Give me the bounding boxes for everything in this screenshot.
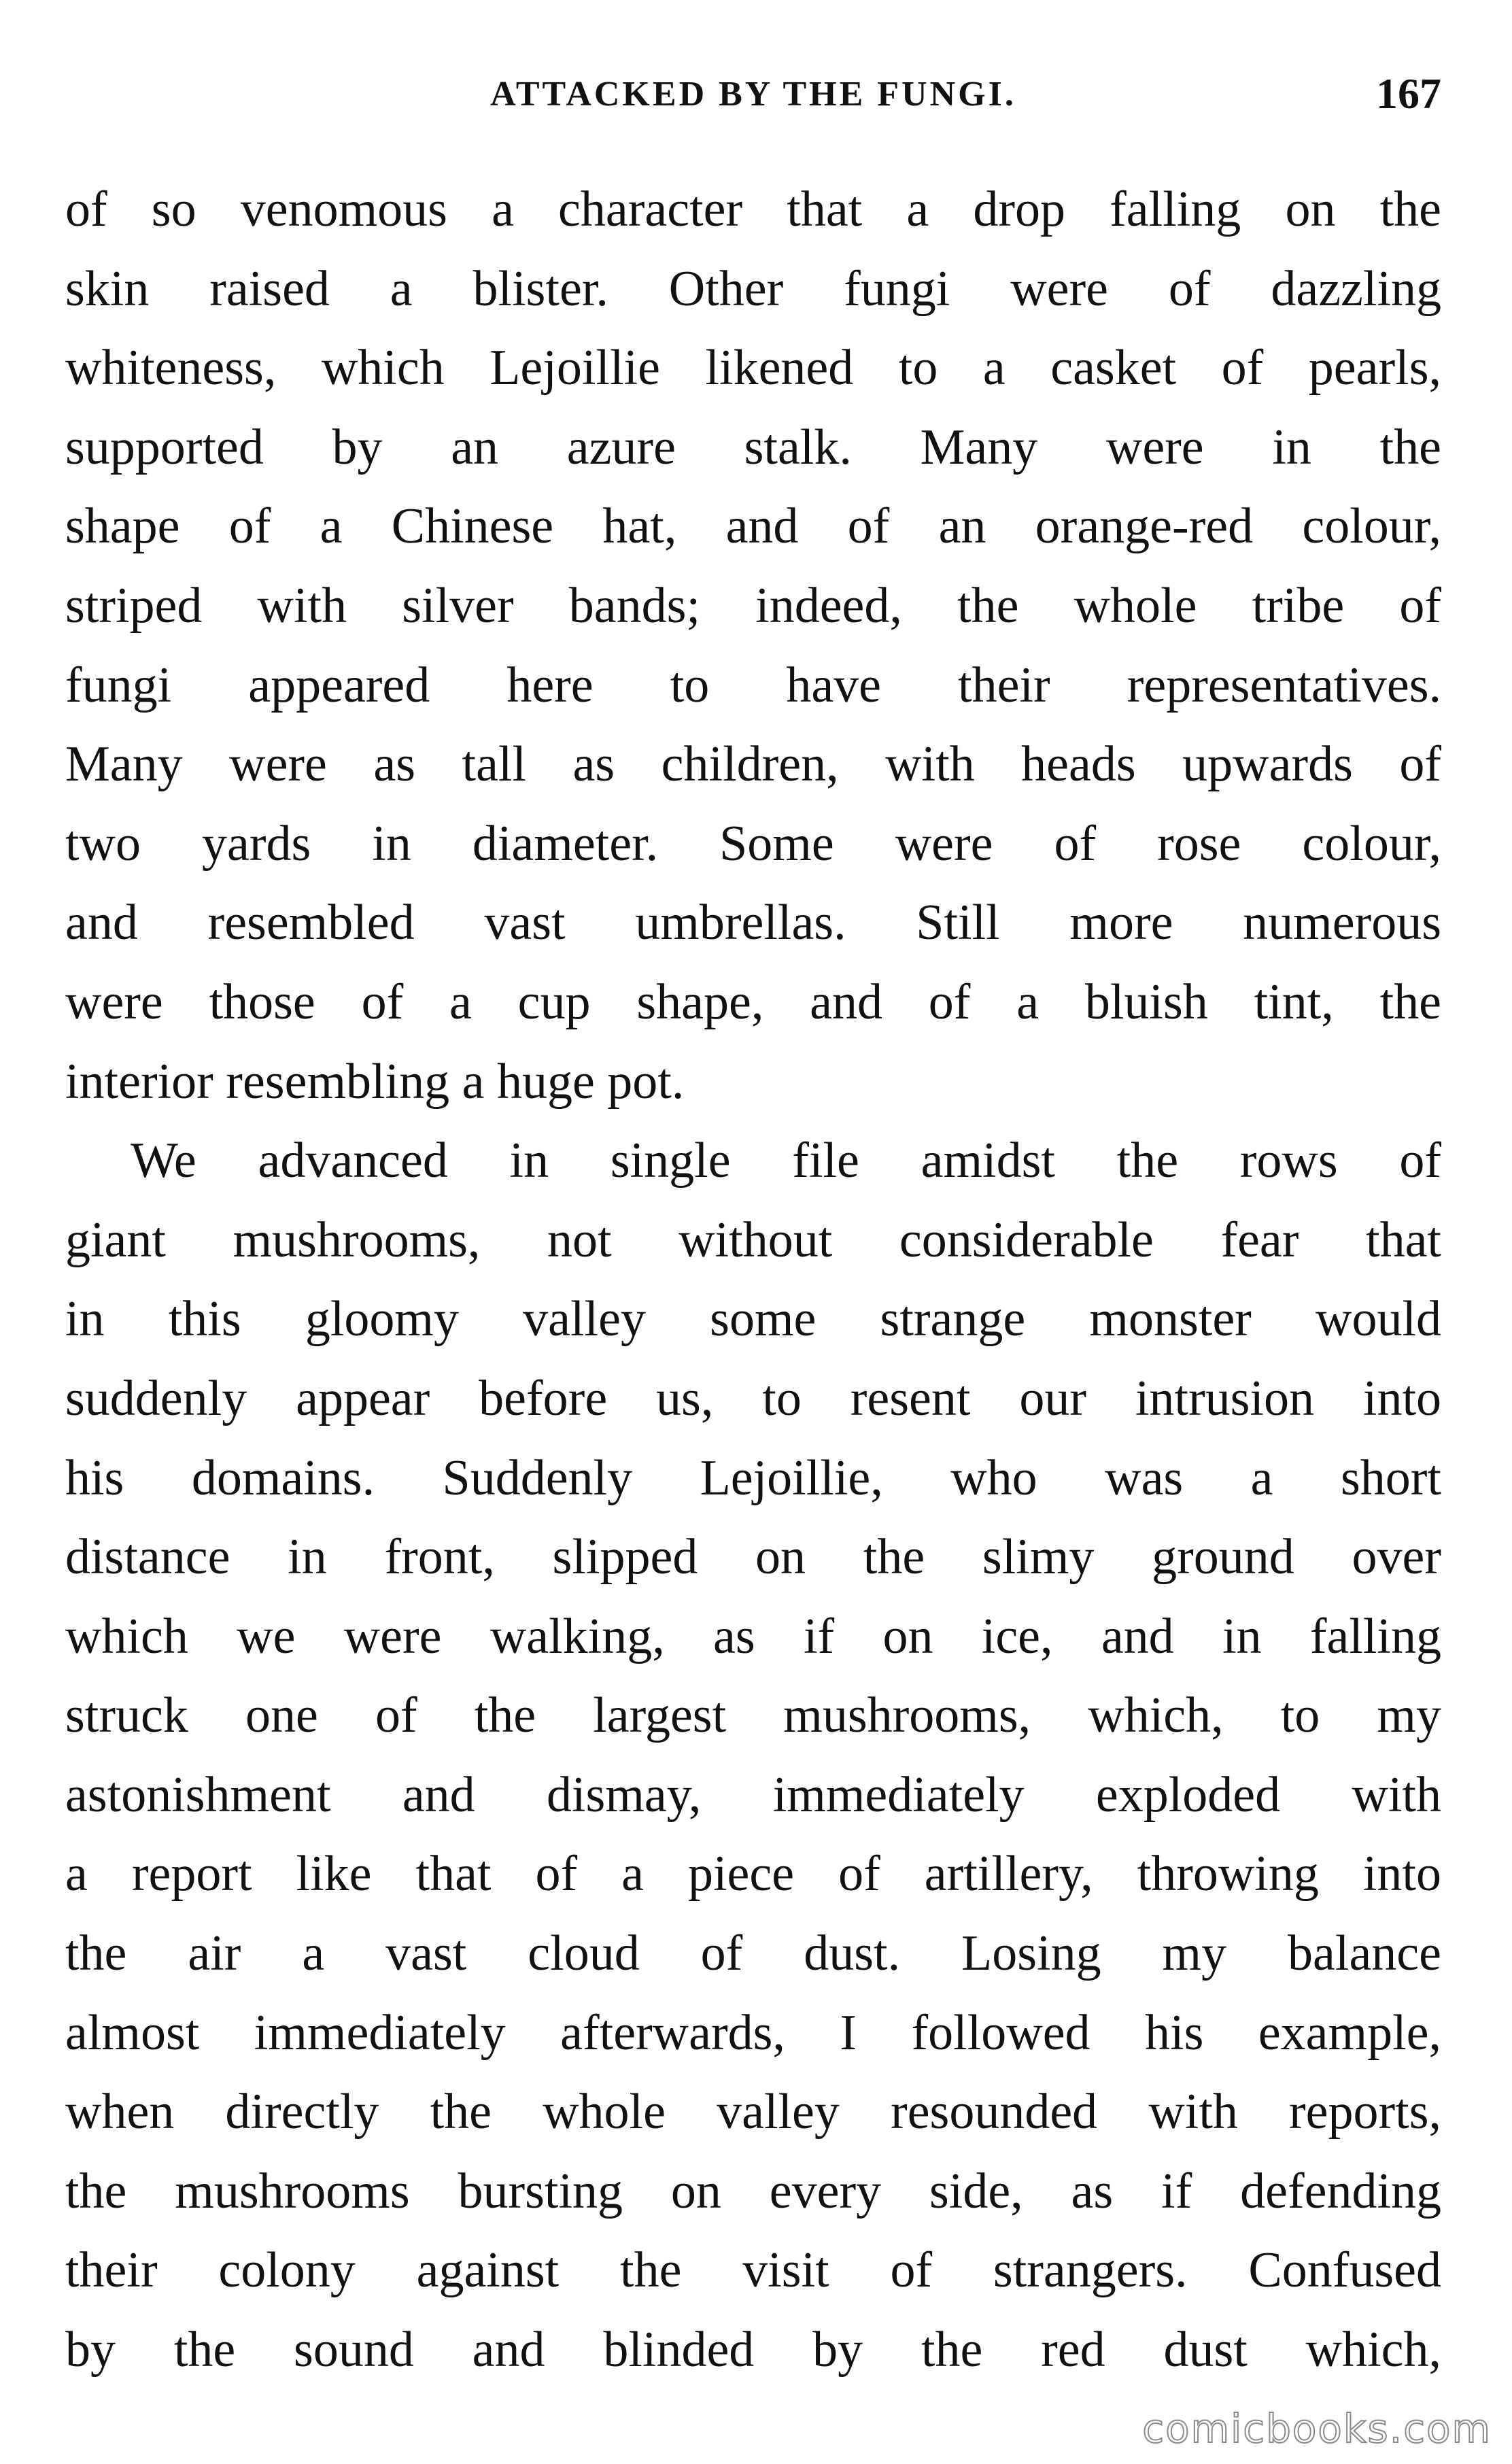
running-head xyxy=(65,65,1441,126)
text-line: skin raised a blister. Other fungi were of dazzling xyxy=(65,260,1441,317)
text-line: shape of a Chinese hat, and of an orange-red colour, xyxy=(65,498,1441,555)
text-line: when directly the whole valley resounded with reports, xyxy=(65,2084,1441,2140)
body-text xyxy=(65,170,1441,2390)
text-line: which we were walking, as if on ice, and in falling xyxy=(65,1608,1441,1664)
text-line: by the sound and blinded by the red dust which, xyxy=(65,2322,1441,2378)
text-line: struck one of the largest mushrooms, which, to my xyxy=(65,1688,1441,1744)
text-line: the mushrooms bursting on every side, as if defending xyxy=(65,2163,1441,2219)
text-line: in this gloomy valley some strange monster would xyxy=(65,1291,1441,1348)
text-line: We advanced in single file amidst the rows of xyxy=(131,1133,1441,1189)
text-line: whiteness, which Lejoillie likened to a casket of pearls, xyxy=(65,340,1441,396)
text-line: the air a vast cloud of dust. Losing my balance xyxy=(65,1926,1441,1982)
text-line: of so venomous a character that a drop falling on the xyxy=(65,182,1441,237)
text-line: giant mushrooms, not without considerable fear that xyxy=(65,1212,1441,1268)
text-line: almost immediately afterwards, I followed his example, xyxy=(65,2004,1441,2061)
text-line: astonishment and dismay, immediately exploded with xyxy=(65,1766,1441,1823)
paragraph-1 xyxy=(65,170,1441,1121)
watermark: comicbooks.com xyxy=(1142,2406,1492,2452)
text-line: two yards in diameter. Some were of rose colour, xyxy=(65,815,1441,872)
page-number: 167 xyxy=(1376,69,1441,118)
text-line: Many were as tall as children, with heads upwards of xyxy=(65,736,1441,793)
text-line: were those of a cup shape, and of a bluish tint, the xyxy=(65,974,1441,1030)
paragraph-2 xyxy=(65,1121,1441,2390)
text-line: striped with silver bands; indeed, the whole tribe of xyxy=(65,577,1441,634)
text-line: his domains. Suddenly Lejoillie, who was a short xyxy=(65,1450,1441,1506)
text-line: distance in front, slipped on the slimy ground over xyxy=(65,1529,1441,1586)
text-line: suddenly appear before us, to resent our intrusion into xyxy=(65,1370,1441,1426)
text-line: fungi appeared here to have their representatives. xyxy=(65,657,1441,713)
text-line: a report like that of a piece of artillery, throwing into xyxy=(65,1846,1441,1902)
text-line: interior resembling a huge pot. xyxy=(65,1053,685,1110)
text-line: supported by an azure stalk. Many were in the xyxy=(65,419,1441,475)
text-line: and resembled vast umbrellas. Still more numerous xyxy=(65,895,1441,951)
running-title: ATTACKED BY THE FUNGI. xyxy=(490,75,1016,114)
text-line: their colony against the visit of strangers. Confused xyxy=(65,2242,1441,2299)
